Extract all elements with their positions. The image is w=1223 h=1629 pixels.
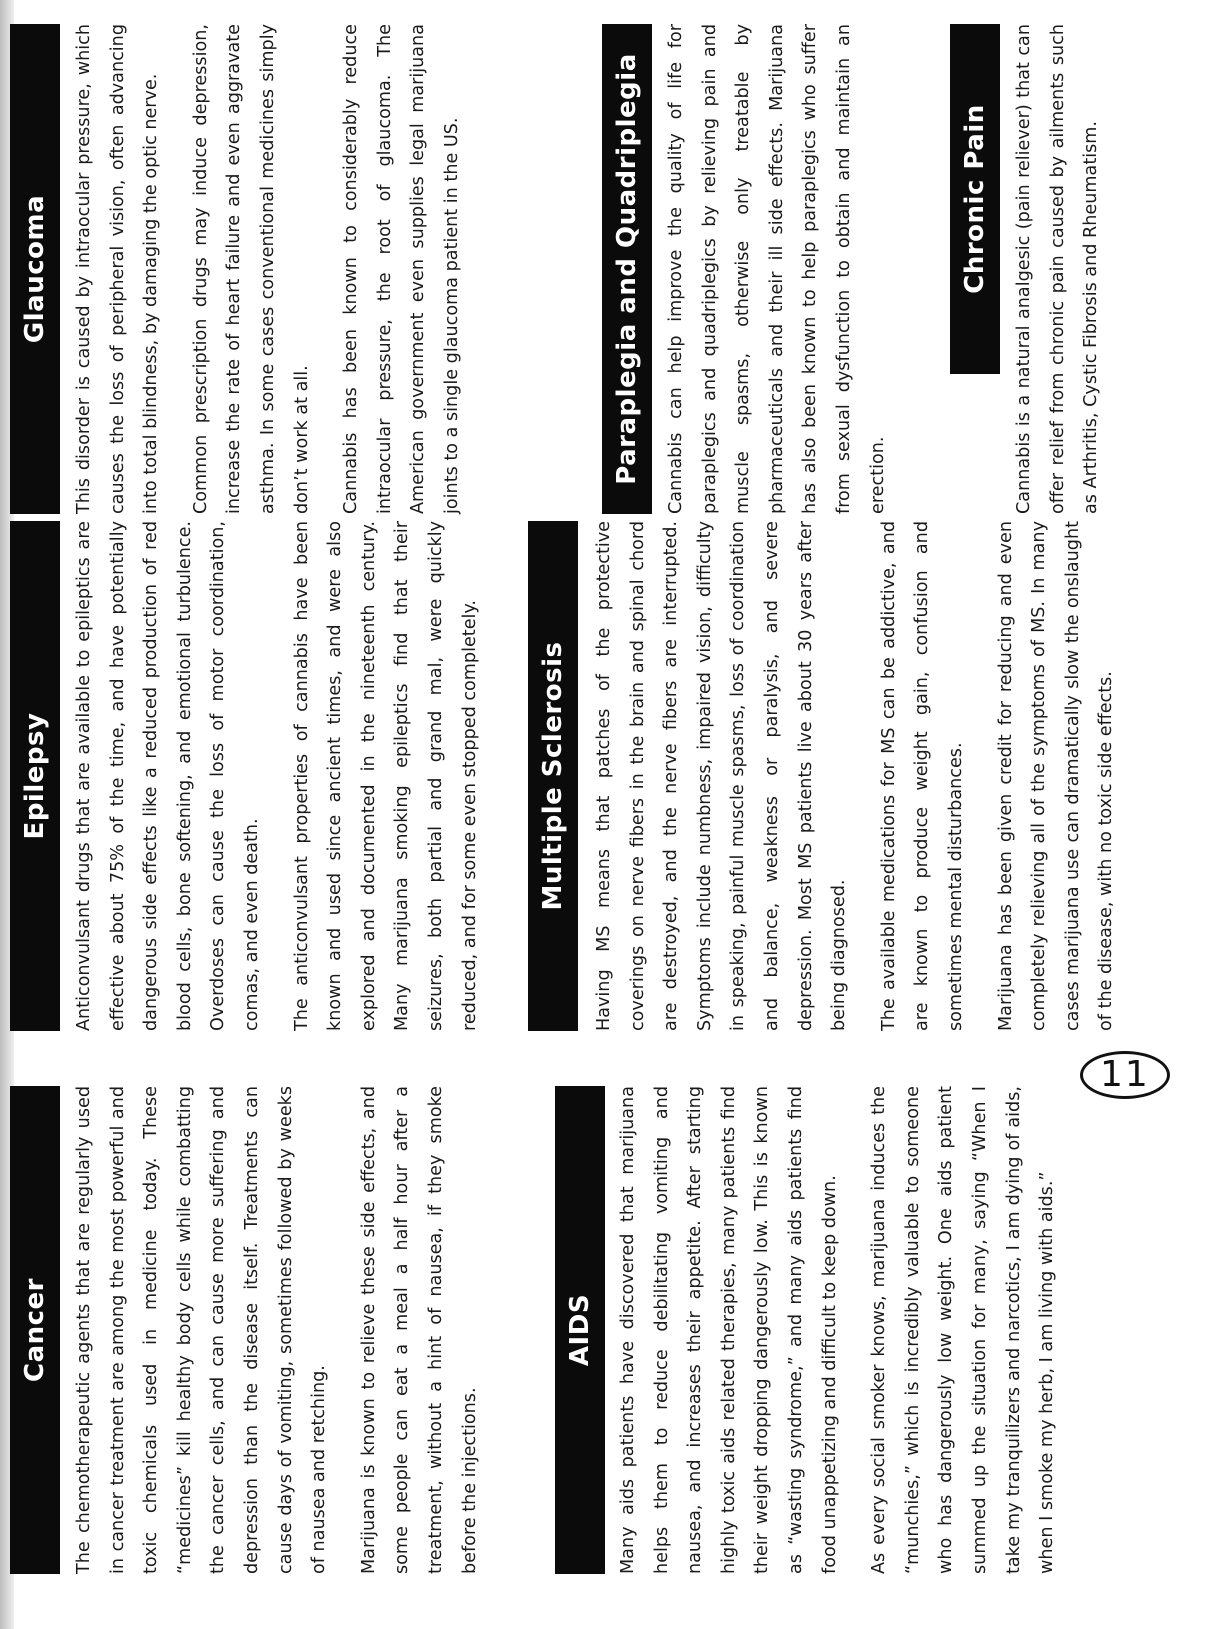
paragraph: The chemotherapeutic agents that are regularly used in cancer treatment are among the most powerful and toxic chemicals used in medicine today. These “medicines” kill healthy body cells while combatting the cancer cells, and can cause more suffering and depression than the disease itself. Treatments can cause days of vomiting, sometimes followed by weeks of nausea and retching.: [74, 1086, 330, 1574]
paragraph: Having MS means that patches of the protective coverings on nerve fibers in the brain and spinal chord are destroyed, and the nerve fibers are interrupted. Symptoms include numbness, impaired vision, difficulty in speaking, painful muscle spasms, loss of coordination and balance, weakness or paralysis, and severe depression. Most MS patients live about 30 years after being diagnosed.: [594, 521, 850, 1031]
paragraph: Common prescription drugs may induce depression, increase the rate of heart failure and even aggravate asthma. In some cases conventional medicines simply don’t work at all.: [190, 24, 312, 514]
paragraph: Marijuana is known to relieve these side effects, and some people can eat a meal a half hour after a treatment, without a hint of nausea, if they smoke before the injections.: [358, 1086, 480, 1574]
heading-aids: AIDS: [555, 1086, 605, 1574]
heading-chronic-pain: Chronic Pain: [950, 24, 1000, 374]
section-epilepsy: [68, 521, 503, 1031]
paragraph: Marijuana has been given credit for reducing and even completely relieving all of the symptoms of MS. In many cases marijuana use can dramatically slow the onslaught of the disease, with no toxic side effects.: [995, 521, 1117, 1031]
section-paraplegia-quadriplegia: [660, 24, 911, 514]
heading-multiple-sclerosis: Multiple Sclerosis: [528, 521, 578, 1031]
heading-cancer: Cancer: [10, 1086, 60, 1574]
page-number: 11: [1100, 1054, 1150, 1095]
paragraph: The anticonvulsant properties of cannabis have been known and used since ancient times, and were also explored and documented in the nineteenth century. Many marijuana smoking epileptics find that their seizures, both partial and grand mal, were quickly reduced, and for some even stopped completely.: [291, 521, 480, 1031]
paragraph: Anticonvulsant drugs that are available to epileptics are effective about 75% of the time, and have potentially dangerous side effects like a reduced production of red blood cells, bone softening, and emotional turbulence. Overdoses can cause the loss of motor coordination, comas, and even death.: [74, 521, 262, 1031]
section-multiple-sclerosis: [588, 521, 1140, 1031]
paragraph: The available medications for MS can be addictive, and are known to produce weight gain, confusion and sometimes mental disturbances.: [878, 521, 966, 1031]
section-glaucoma: [68, 24, 486, 514]
column-3: [0, 24, 1223, 514]
heading-paraplegia-quadriplegia: Paraplegia and Quadriplegia: [602, 24, 652, 514]
column-1: [0, 1086, 1223, 1574]
section-cancer: [68, 1086, 503, 1574]
paragraph: This disorder is caused by intraocular pressure, which causes the loss of peripheral vision, often advancing into total blindness, by damaging the optic nerve.: [74, 24, 162, 514]
paragraph: Many aids patients have discovered that marijuana helps them to reduce debilitating vomiting and nausea, and increases their appetite. After starting highly toxic aids related therapies, many patients find their weight dropping dangerously low. This is known as “wasting syndrome,” and many aids patients find food unappetizing and difficult to keep down.: [618, 1086, 840, 1574]
column-2: [0, 521, 1223, 1031]
paragraph: Cannabis can help improve the quality of life for paraplegics and quadriplegics by relieving pain and muscle spasms, otherwise only treatable by pharmaceuticals and their ill side effects. Marijuana has also been known to help paraplegics who suffer from sexual dysfunction to obtain and maintain an erection.: [666, 24, 888, 514]
section-chronic-pain: [1008, 24, 1125, 514]
paragraph: Cannabis has been known to considerably reduce intraocular pressure, the root of glaucoma. The American government even supplies legal marijuana joints to a single glaucoma patient in the US.: [341, 24, 462, 514]
paragraph: As every social smoker knows, marijuana induces the “munchies,” which is incredibly valuable to someone who has dangerously low weight. One aids patient summed up the situation for many, saying “When I take my tranquilizers and narcotics, I am dying of aids, when I smoke my herb, I am living with aids.”: [869, 1086, 1058, 1574]
heading-epilepsy: Epilepsy: [10, 521, 60, 1031]
paragraph: Cannabis is a natural analgesic (pain reliever) that can offer relief from chronic pain caused by ailments such as Arthritis, Cystic Fibrosis and Rheumatism.: [1014, 24, 1102, 514]
section-aids: [612, 1086, 1081, 1574]
heading-glaucoma: Glaucoma: [10, 24, 60, 514]
